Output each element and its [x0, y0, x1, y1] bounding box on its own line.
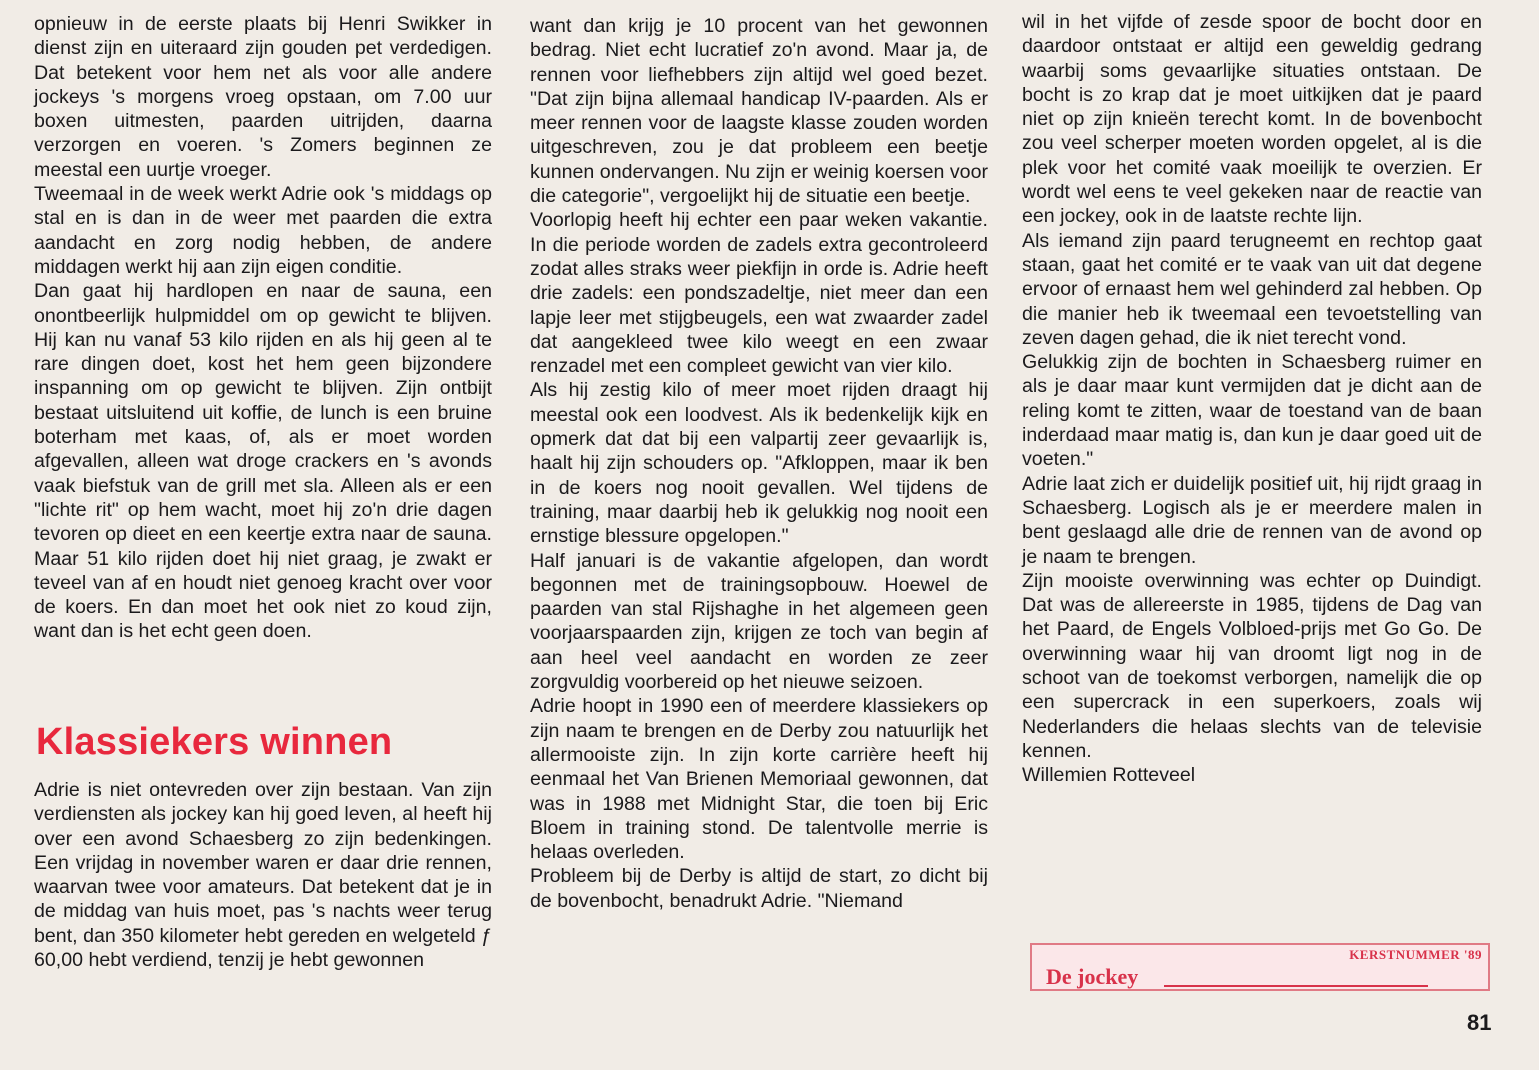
column-2: [530, 14, 988, 913]
magazine-title: De jockey: [1046, 964, 1139, 989]
paragraph: Dan gaat hij hardlopen en naar de sauna, een onontbeerlijk hulpmiddel om op gewicht te blijven. Hij kan nu vanaf 53 kilo rijden en als hij geen al te rare dingen doet, kost het hem geen bijzondere inspanning om op gewicht te blijven. Zijn ontbijt bestaat uitsluitend uit koffie, de lunch is een bruine boterham met kaas, of, als er moet worden afgevallen, alleen wat droge crackers en 's avonds vaak biefstuk van de grill met sla. Alleen als er een "lichte rit" op hem wacht, moet hij zo'n drie dagen tevoren op dieet en een keertje extra naar de sauna. Maar 51 kilo rijden doet hij niet graag, je zwakt er teveel van af en houdt niet genoeg kracht over voor de koers. En dan moet het ook niet zo koud zijn, want dan is het echt geen doen.: [34, 280, 492, 643]
footer-banner: [1030, 943, 1490, 991]
issue-label: KERSTNUMMER '89: [1349, 947, 1482, 962]
author-signature: Willemien Rotteveel: [1022, 764, 1196, 787]
paragraph: Als iemand zijn paard terugneemt en rechtop gaat staan, gaat het comité er te vaak van uit dat degene ervoor of ernaast hem wel gehinderd zal hebben. Op die manier heb ik tweemaal een tevoetstelling van zeven dagen gehad, die ik niet terecht vond.: [1022, 229, 1482, 349]
column-1-continued: [34, 778, 492, 972]
paragraph: opnieuw in de eerste plaats bij Henri Swikker in dienst zijn en uiteraard zijn gouden pet verdedigen. Dat betekent voor hem net als voor alle andere jockeys 's morgens vroeg opstaan, om 7.00 uur boxen uitmesten, paarden uitrijden, daarna verzorgen en voeren. 's Zomers beginnen ze meestal een uurtje vroeger.: [34, 13, 492, 181]
paragraph: Voorlopig heeft hij echter een paar weken vakantie. In die periode worden de zadels extra gecontroleerd zodat alles straks weer piekfijn in orde is. Adrie heeft drie zadels: een pondszadeltje, niet meer dan een lapje leer met stijgbeugels, een wat zwaarder zadel dat aangekleed twee kilo weegt en een zwaar renzadel met een compleet gewicht van vier kilo.: [530, 209, 988, 378]
paragraph: Half januari is de vakantie afgelopen, dan wordt begonnen met de trainingsopbouw. Hoewel de paarden van stal Rijshaghe in het algemeen geen voorjaarspaarden zijn, krijgen ze toch van begin af aan heel veel aandacht en worden ze zeer zorgvuldig voorbereid op het nieuwe seizoen.: [530, 549, 988, 694]
paragraph: wil in het vijfde of zesde spoor de bocht door en daardoor ontstaat er altijd een geweldig gedrang waarbij soms gevaarlijke situaties ontstaan. De bocht is zo krap dat je moet uitkijken dat je paard niet op zijn knieën terecht komt. In de bovenbocht zou veel scherper moeten worden opgelet, al is die plek voor het comité vaak moeilijk te overzien. Er wordt wel eens te veel gekeken naar de reactie van een jockey, ook in de laatste rechte lijn.: [1022, 11, 1482, 228]
column-1: [34, 12, 492, 644]
paragraph: Adrie laat zich er duidelijk positief uit, hij rijdt graag in Schaesberg. Logisch als je er meerdere malen in bent geslaagd alle drie de rennen van de avond op je naam te brengen.: [1022, 472, 1482, 568]
paragraph: want dan krijg je 10 procent van het gewonnen bedrag. Niet echt lucratief zo'n avond. Maar ja, de rennen voor liefhebbers zijn altijd wel goed bezet. "Dat zijn bijna allemaal handicap IV-paarden. Als er meer rennen voor de laagste klasse zouden worden uitgeschreven, zou je dat probleem een beetje kunnen ondervangen. Nu zijn er weinig koersen voor die categorie", vergoelijkt hij de situatie een beetje.: [530, 15, 988, 208]
paragraph: Tweemaal in de week werkt Adrie ook 's middags op stal en is dan in de weer met paarden die extra aandacht en zorg nodig hebben, de andere middagen werkt hij aan zijn eigen conditie.: [34, 183, 492, 278]
paragraph: Probleem bij de Derby is altijd de start, zo dicht bij de bovenbocht, benadrukt Adrie. "Niemand: [530, 865, 988, 912]
paragraph: Adrie is niet ontevreden over zijn bestaan. Van zijn verdiensten als jockey kan hij goed leven, al heeft hij over een avond Schaesberg zo zijn bedenkingen. Een vrijdag in november waren er daar drie rennen, waarvan twee voor amateurs. Dat betekent dat je in de middag van huis moet, pas 's nachts weer terug bent, dan 350 kilometer hebt gereden en welgeteld ƒ 60,00 hebt verdiend, tenzij je hebt gewonnen: [34, 779, 492, 972]
footer-rule: [1164, 985, 1428, 987]
paragraph: Gelukkig zijn de bochten in Schaesberg ruimer en als je daar maar kunt vermijden dat je dicht aan de reling komt te zitten, waar de toestand van de baan inderdaad maar matig is, dan kun je daar goed uit de voeten.": [1022, 351, 1482, 471]
paragraph: Als hij zestig kilo of meer moet rijden draagt hij meestal ook een loodvest. Als ik bedenkelijk kijk en opmerk dat dat bij een valpartij zeer gevaarlijk is, haalt hij zijn schouders op. "Afkloppen, maar ik ben in de koers nog nooit gevallen. Wel tijdens de training, maar daarbij heb ik gelukkig nog nooit een ernstige blessure opgelopen.": [530, 379, 988, 548]
section-heading: Klassiekers winnen: [36, 721, 393, 763]
paragraph: Zijn mooiste overwinning was echter op Duindigt. Dat was de allereerste in 1985, tijdens de Dag van het Paard, de Engels Volbloed-prijs met Go Go. De overwinning waar hij van droomt ligt nog in de schoot van de toekomst verborgen, namelijk die op een supercrack in een superkoers, zoals wij Nederlanders die helaas slechts van de televisie kennen.: [1022, 569, 1482, 762]
column-3: [1022, 10, 1482, 788]
paragraph: Adrie hoopt in 1990 een of meerdere klassiekers op zijn naam te brengen en de Derby zou natuurlijk het allermooiste zijn. In zijn korte carrière heeft hij eenmaal het Van Brienen Memoriaal gewonnen, dat was in 1988 met Midnight Star, die toen bij Eric Bloem in training stond. De talentvolle merrie is helaas overleden.: [530, 695, 988, 864]
page-number: 81: [1467, 1010, 1492, 1035]
